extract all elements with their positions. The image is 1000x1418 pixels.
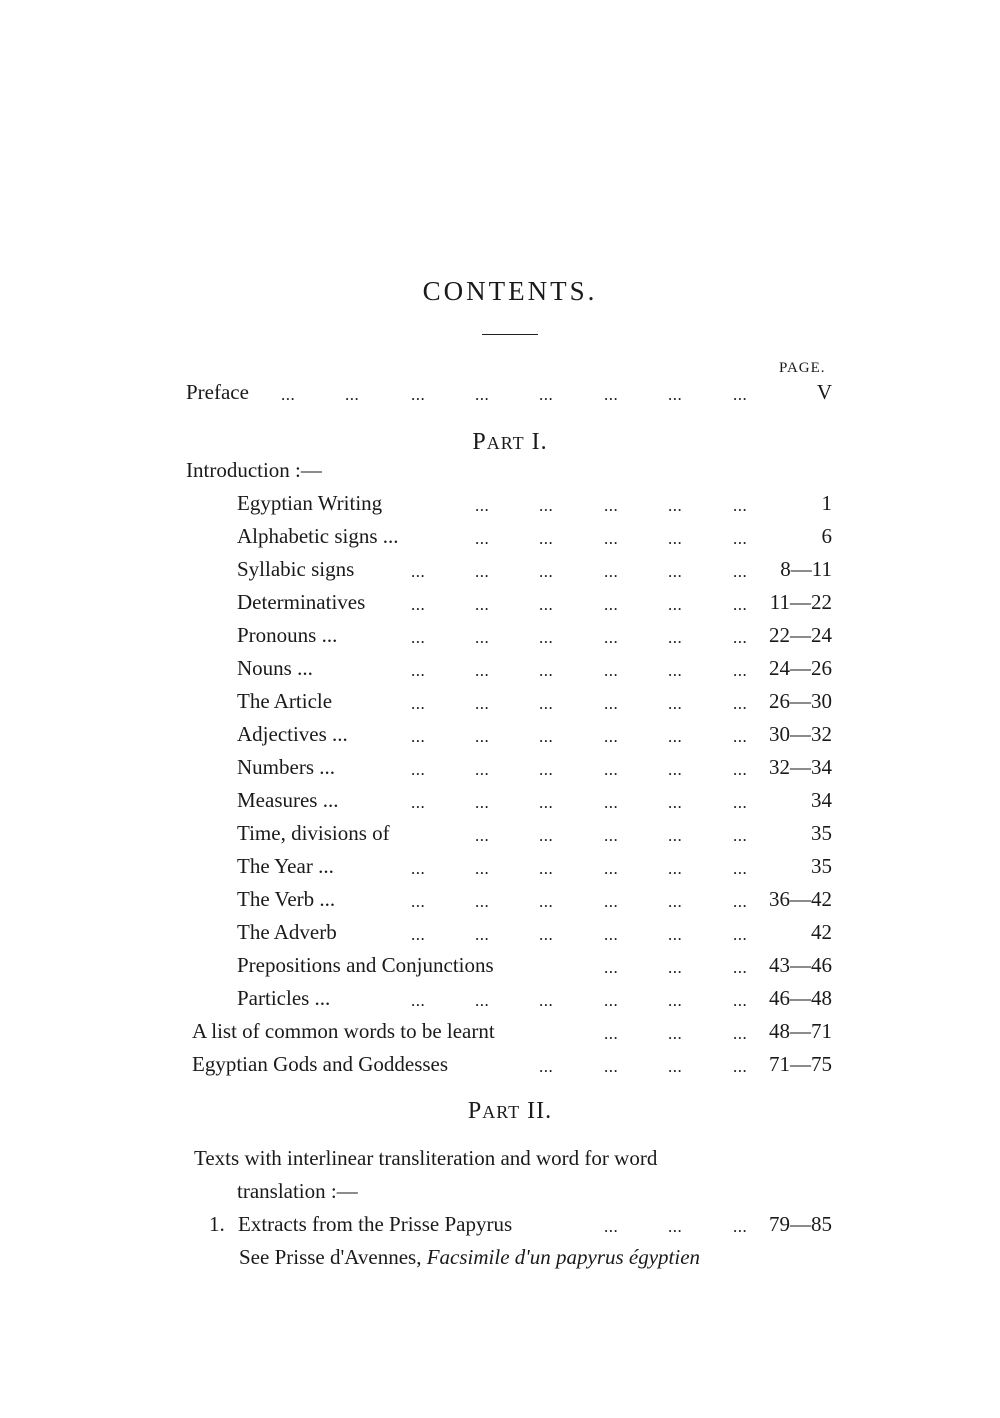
- toc-entry-label: The Verb ...: [237, 887, 336, 911]
- toc-entry-page: 11—22: [769, 590, 832, 614]
- page-column-header: PAGE.: [779, 360, 826, 376]
- toc-entry-page: 36—42: [769, 887, 832, 911]
- toc-entry-label: Measures ...: [237, 788, 339, 812]
- toc-entry-page: 32—34: [769, 755, 832, 779]
- part-1-prefix: P: [472, 429, 487, 455]
- toc-entry-page: 34: [811, 788, 832, 812]
- gods-page: 71—75: [769, 1052, 832, 1076]
- toc-entry-label: The Year ...: [237, 854, 334, 878]
- extract-page: 79—85: [769, 1212, 832, 1236]
- part-2-rest: ART: [482, 1102, 521, 1122]
- toc-entry-label: Numbers ...: [237, 755, 335, 779]
- toc-entry-page: 1: [821, 491, 832, 515]
- texts-line-2: translation :—: [237, 1179, 358, 1203]
- toc-entry-label: Alphabetic signs ...: [237, 524, 399, 548]
- part-1-rest: ART: [486, 433, 525, 453]
- toc-entry-page: 22—24: [769, 623, 832, 647]
- part-2-prefix: P: [467, 1098, 483, 1124]
- toc-entry-page: 6: [821, 524, 832, 548]
- leader-dots: ... ... ... ... ... ... ... ... ... ... ... ... ... ... ... ... ... ... ... ... ... ... ... ... ... ... ... ... ... ... ... ... ... ... ... ... ... ... ... ... ... ... ... ... ... ... ... ... ... ... ... ... ... ... ... ... ... ... ... ... ... ... ... ... ... ... ... ... ... ... ... ... ... ... ... ... ... ... ... ... ... ... ... ... ... ... ... ... ... ... ... ... ... ... ... ... ... ... ... ... ... ... ... ... ... ... ... ...: [281, 385, 748, 1236]
- preface-label: Preface: [186, 380, 249, 404]
- see-note-italic: Facsimile d'un papyrus égyptien: [426, 1245, 701, 1269]
- toc-entry-label: Pronouns ...: [237, 623, 338, 647]
- introduction-heading: Introduction :—: [186, 458, 322, 482]
- toc-entry-label: The Article: [237, 689, 333, 713]
- extract-number: 1.: [209, 1212, 225, 1236]
- see-note-prefix: See Prisse d'Avennes,: [239, 1245, 422, 1269]
- toc-entry-page: 30—32: [769, 722, 832, 746]
- toc-entry-page: 46—48: [769, 986, 832, 1010]
- part-1-numeral: I.: [531, 429, 548, 455]
- page-title: CONTENTS.: [422, 276, 598, 306]
- toc-entry-page: 35: [811, 821, 832, 845]
- toc-entry-label: Determinatives: [237, 590, 366, 614]
- gods-label: Egyptian Gods and Goddesses: [192, 1052, 449, 1076]
- toc-entry-label: Syllabic signs: [237, 557, 355, 581]
- toc-entry-label: Nouns ...: [237, 656, 313, 680]
- toc-entry-label: Egyptian Writing: [237, 491, 383, 515]
- toc-entry-page: 8—11: [780, 557, 832, 581]
- common-words-page: 48—71: [769, 1019, 832, 1043]
- extract-label: Extracts from the Prisse Papyrus: [238, 1212, 513, 1236]
- toc-entry-label: The Adverb: [237, 920, 337, 944]
- toc-entry-label: Adjectives ...: [237, 722, 348, 746]
- preface-page: V: [816, 380, 832, 404]
- texts-line-1: Texts with interlinear transliteration and word for word: [194, 1146, 658, 1170]
- toc-entry-page: 42: [811, 920, 832, 944]
- toc-entry-page: 24—26: [769, 656, 832, 680]
- part-2-numeral: II.: [527, 1098, 553, 1124]
- toc-entry-page: 43—46: [769, 953, 832, 977]
- toc-entry-label: Prepositions and Conjunctions: [237, 953, 494, 977]
- toc-entry-page: 35: [811, 854, 832, 878]
- common-words-label: A list of common words to be learnt: [192, 1019, 495, 1043]
- toc-entry-label: Time, divisions of: [237, 821, 390, 845]
- toc-entry-page: 26—30: [769, 689, 832, 713]
- toc-entry-label: Particles ...: [237, 986, 331, 1010]
